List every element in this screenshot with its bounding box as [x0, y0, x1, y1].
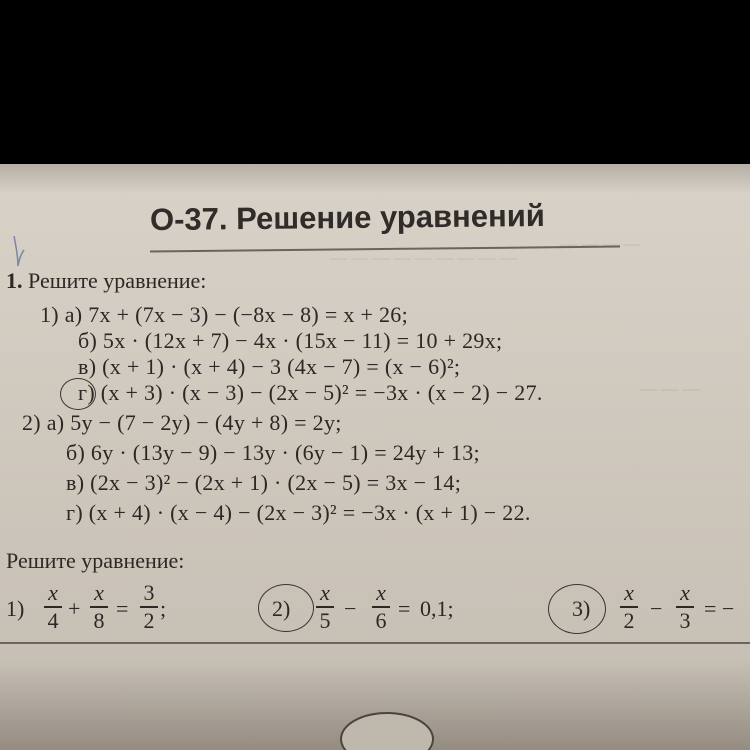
bleed-through-text: — — — — [640, 379, 700, 398]
operator: − — [650, 596, 663, 621]
equation-line: 1) а) 7x + (7x − 3) − (−8x − 8) = x + 26; — [40, 302, 408, 327]
equals-sign: = — [116, 596, 129, 621]
bottom-rule — [0, 642, 750, 644]
fraction — [676, 582, 694, 632]
equation-line: б) 5x · (12x + 7) − 4x · (15x − 11) = 10 + 29x; — [78, 328, 503, 353]
fraction-equations-row — [0, 580, 750, 658]
denominator: 2 — [143, 607, 155, 633]
fraction — [140, 582, 158, 632]
denominator: 5 — [319, 607, 331, 633]
numerator: x — [376, 580, 386, 605]
numerator: x — [94, 580, 104, 605]
fraction — [44, 582, 62, 632]
denominator: 4 — [47, 607, 59, 633]
numerator: x — [48, 580, 58, 605]
operator: − — [344, 596, 357, 621]
fraction — [620, 582, 638, 632]
equation-line: в) (x + 1) · (x + 4) − 3 (4x − 7) = (x − 6)²; — [78, 354, 461, 379]
task-2-heading: Решите уравнение: — [6, 548, 185, 573]
equation-line: г) (x + 4) · (x − 4) − (2x − 3)² = −3x · (x + 1) − 22. — [66, 500, 531, 525]
right-hand-side: 0,1; — [420, 596, 454, 621]
equation-line: в) (2x − 3)² − (2x + 1) · (2x − 5) = 3x − 14; — [66, 470, 462, 495]
item-label: 1) — [6, 596, 25, 621]
section-title: О-37. Решение уравнений — [149, 197, 546, 238]
fraction — [90, 582, 108, 632]
denominator: 2 — [623, 607, 635, 633]
numerator: 3 — [143, 580, 155, 605]
denominator: 8 — [93, 607, 105, 633]
numerator: x — [680, 580, 690, 605]
item-label: 2) — [272, 596, 291, 621]
bleed-through-text: — — — — — — — — — — [330, 248, 517, 267]
equation-line: б) 6y · (13y − 9) − 13y · (6y − 1) = 24y + 13; — [66, 440, 480, 465]
task-heading: Решите уравнение: — [28, 268, 207, 293]
page-shadow-top — [0, 164, 750, 194]
fraction — [372, 582, 390, 632]
equation-line: г) (x + 3) · (x − 3) − (2x − 5)² = −3x · (x − 2) − 27. — [78, 380, 543, 405]
denominator: 6 — [375, 607, 387, 633]
textbook-page — [0, 164, 750, 750]
task-number: 1. — [6, 268, 23, 293]
equation-line: 2) а) 5y − (7 − 2y) − (4y + 8) = 2y; — [22, 410, 342, 435]
numerator: x — [624, 580, 634, 605]
operator: + — [68, 596, 81, 621]
equals-sign: = − — [704, 596, 735, 621]
semicolon: ; — [160, 596, 167, 621]
numerator: x — [320, 580, 330, 605]
fraction — [316, 582, 334, 632]
item-label: 3) — [572, 596, 591, 621]
denominator: 3 — [679, 607, 691, 633]
equals-sign: = — [398, 596, 411, 621]
pen-circle-mark — [60, 378, 96, 410]
bleed-through-text: — — — — — [560, 234, 641, 253]
task-1-heading — [6, 268, 206, 294]
